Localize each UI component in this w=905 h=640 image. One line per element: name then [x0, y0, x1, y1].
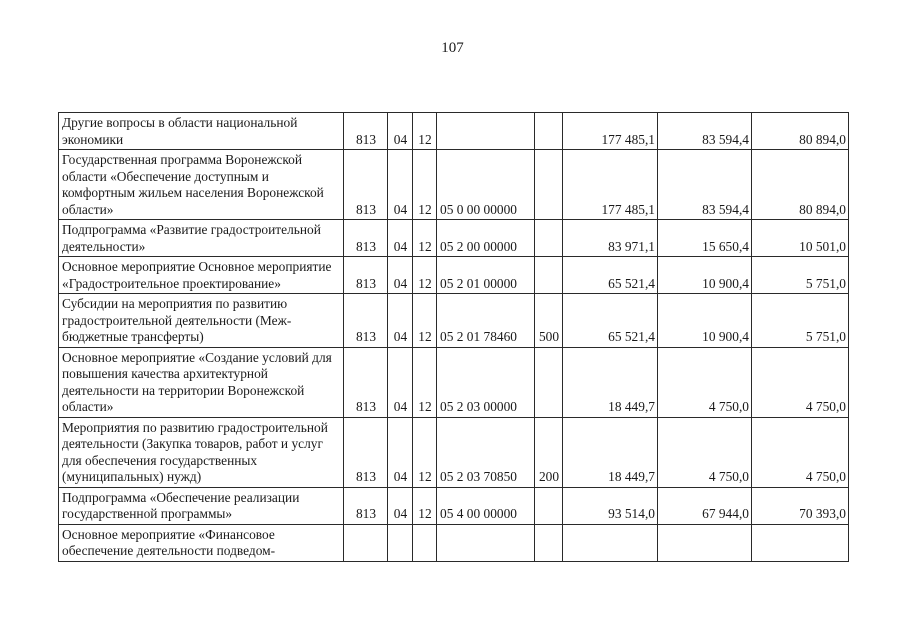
row-name-cell: Основное мероприятие «Финансовое обеспечение деятельности подведом-: [59, 524, 344, 561]
table-row: [59, 417, 849, 487]
amount-year-1-cell: 177 485,1: [563, 113, 658, 150]
amount-year-2-cell: 83 594,4: [658, 113, 752, 150]
table-row: [59, 220, 849, 257]
row-name-cell: Подпрограмма «Развитие градостроительной деятельности»: [59, 220, 344, 257]
expense-type-cell: [535, 524, 563, 561]
ministry-code-cell: 813: [344, 257, 388, 294]
ministry-code-cell: 813: [344, 347, 388, 417]
table-row: [59, 150, 849, 220]
table-row: [59, 487, 849, 524]
section-code-cell: 04: [388, 150, 413, 220]
ministry-code-cell: 813: [344, 487, 388, 524]
row-name-cell: Субсидии на мероприятия по развитию градостроительной деятельности (Межбюджетные трансферты): [59, 294, 344, 348]
section-code-cell: 04: [388, 220, 413, 257]
expense-type-cell: [535, 220, 563, 257]
amount-year-2-cell: 4 750,0: [658, 347, 752, 417]
amount-year-3-cell: 5 751,0: [752, 294, 849, 348]
amount-year-1-cell: 18 449,7: [563, 417, 658, 487]
subsection-code-cell: [413, 524, 437, 561]
target-article-cell: 05 4 00 00000: [437, 487, 535, 524]
expense-type-cell: 500: [535, 294, 563, 348]
table-row: [59, 294, 849, 348]
subsection-code-cell: 12: [413, 113, 437, 150]
amount-year-3-cell: 4 750,0: [752, 417, 849, 487]
ministry-code-cell: 813: [344, 417, 388, 487]
amount-year-2-cell: 67 944,0: [658, 487, 752, 524]
expense-type-cell: 200: [535, 417, 563, 487]
budget-table: [58, 112, 849, 562]
amount-year-2-cell: 10 900,4: [658, 294, 752, 348]
amount-year-3-cell: 4 750,0: [752, 347, 849, 417]
target-article-cell: 05 0 00 00000: [437, 150, 535, 220]
amount-year-2-cell: 10 900,4: [658, 257, 752, 294]
expense-type-cell: [535, 150, 563, 220]
page-number: 107: [441, 40, 464, 56]
ministry-code-cell: 813: [344, 294, 388, 348]
target-article-cell: [437, 524, 535, 561]
amount-year-1-cell: 177 485,1: [563, 150, 658, 220]
amount-year-2-cell: 4 750,0: [658, 417, 752, 487]
amount-year-1-cell: 18 449,7: [563, 347, 658, 417]
target-article-cell: 05 2 03 70850: [437, 417, 535, 487]
section-code-cell: 04: [388, 257, 413, 294]
row-name-cell: Основное мероприятие Основное мероприятие «Градостроительное проектирование»: [59, 257, 344, 294]
row-name-cell: Подпрограмма «Обеспечение реализации государственной программы»: [59, 487, 344, 524]
table-row: [59, 524, 849, 561]
amount-year-1-cell: [563, 524, 658, 561]
expense-type-cell: [535, 347, 563, 417]
subsection-code-cell: 12: [413, 417, 437, 487]
target-article-cell: 05 2 01 78460: [437, 294, 535, 348]
amount-year-2-cell: 83 594,4: [658, 150, 752, 220]
section-code-cell: 04: [388, 294, 413, 348]
amount-year-3-cell: 5 751,0: [752, 257, 849, 294]
amount-year-1-cell: 83 971,1: [563, 220, 658, 257]
row-name-cell: Мероприятия по развитию градостроительной деятельности (Закупка товаров, работ и услуг для обеспечения государственных (муниципальных) нужд): [59, 417, 344, 487]
target-article-cell: 05 2 00 00000: [437, 220, 535, 257]
section-code-cell: 04: [388, 417, 413, 487]
row-name-cell: Основное мероприятие «Создание условий для повышения качества архитектурной деятельности на территории Воронежской области»: [59, 347, 344, 417]
ministry-code-cell: 813: [344, 220, 388, 257]
section-code-cell: 04: [388, 487, 413, 524]
table-row: [59, 347, 849, 417]
section-code-cell: [388, 524, 413, 561]
subsection-code-cell: 12: [413, 150, 437, 220]
target-article-cell: 05 2 03 00000: [437, 347, 535, 417]
amount-year-2-cell: 15 650,4: [658, 220, 752, 257]
subsection-code-cell: 12: [413, 220, 437, 257]
amount-year-1-cell: 65 521,4: [563, 294, 658, 348]
target-article-cell: [437, 113, 535, 150]
amount-year-3-cell: 80 894,0: [752, 150, 849, 220]
ministry-code-cell: [344, 524, 388, 561]
subsection-code-cell: 12: [413, 487, 437, 524]
target-article-cell: 05 2 01 00000: [437, 257, 535, 294]
ministry-code-cell: 813: [344, 150, 388, 220]
row-name-cell: Другие вопросы в области национальной экономики: [59, 113, 344, 150]
table-body: [59, 113, 849, 562]
section-code-cell: 04: [388, 347, 413, 417]
amount-year-1-cell: 65 521,4: [563, 257, 658, 294]
subsection-code-cell: 12: [413, 294, 437, 348]
row-name-cell: Государственная программа Воронежской области «Обеспечение доступным и комфортным жильем населения Воронежской области»: [59, 150, 344, 220]
expense-type-cell: [535, 257, 563, 294]
subsection-code-cell: 12: [413, 257, 437, 294]
amount-year-2-cell: [658, 524, 752, 561]
expense-type-cell: [535, 487, 563, 524]
amount-year-3-cell: 80 894,0: [752, 113, 849, 150]
ministry-code-cell: 813: [344, 113, 388, 150]
expense-type-cell: [535, 113, 563, 150]
table-row: [59, 257, 849, 294]
table-row: [59, 113, 849, 150]
amount-year-3-cell: [752, 524, 849, 561]
amount-year-1-cell: 93 514,0: [563, 487, 658, 524]
amount-year-3-cell: 70 393,0: [752, 487, 849, 524]
subsection-code-cell: 12: [413, 347, 437, 417]
amount-year-3-cell: 10 501,0: [752, 220, 849, 257]
section-code-cell: 04: [388, 113, 413, 150]
